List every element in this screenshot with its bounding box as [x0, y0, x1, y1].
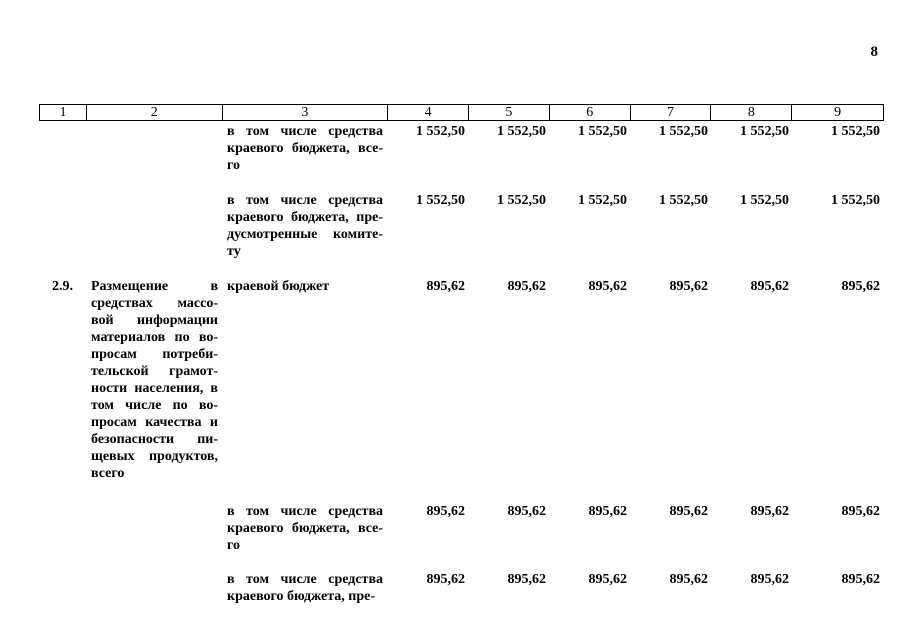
table-row [39, 571, 884, 605]
row-value-col5: 895,62 [507, 279, 546, 294]
row-description [86, 192, 222, 260]
row-description [86, 571, 222, 605]
row-number: 2.9. [52, 279, 73, 294]
row-value-col9: 895,62 [841, 572, 880, 587]
row-value-col4: 1 552,50 [416, 124, 465, 139]
row-funding-source: в том числе средства краевого бюджета, все-го [227, 504, 383, 553]
row-funding-source: краевой бюджет [227, 279, 330, 294]
column-header-9: 9 [834, 105, 842, 120]
column-header-8: 8 [711, 105, 792, 120]
row-value-col6: 895,62 [588, 279, 627, 294]
row-number [39, 503, 86, 554]
row-value-col4: 895,62 [426, 504, 465, 519]
row-number [39, 123, 86, 174]
column-header-7: 7 [631, 105, 712, 120]
row-description: Размещение в средствах массо-вой информации материалов по во-просам потреби-тельской грамот-ности населения, в том числе по во-просам качества и безопасности пи-щевых продуктов, всего [91, 279, 218, 481]
row-value-col8: 895,62 [750, 572, 789, 587]
row-description [86, 503, 222, 554]
row-value-col7: 1 552,50 [659, 124, 708, 139]
row-value-col9: 895,62 [841, 279, 880, 294]
row-value-col4: 895,62 [426, 572, 465, 587]
column-header-3: 3 [223, 105, 389, 120]
row-value-col7: 895,62 [669, 504, 708, 519]
column-header-2: 2 [87, 105, 223, 120]
row-funding-source: в том числе средства краевого бюджета, пре- [227, 572, 383, 604]
row-value-col9: 1 552,50 [831, 124, 880, 139]
table-row [39, 123, 884, 174]
row-funding-source: в том числе средства краевого бюджета, пре-дусмотренные комите-ту [227, 193, 383, 259]
row-description [86, 123, 222, 174]
page-number: 8 [870, 44, 878, 60]
row-number [39, 192, 86, 260]
column-header-6: 6 [550, 105, 631, 120]
row-value-col6: 895,62 [588, 504, 627, 519]
row-value-col8: 895,62 [750, 279, 789, 294]
row-value-col8: 1 552,50 [740, 124, 789, 139]
row-value-col7: 1 552,50 [659, 193, 708, 208]
row-value-col9: 1 552,50 [831, 193, 880, 208]
row-value-col5: 895,62 [507, 504, 546, 519]
row-value-col9: 895,62 [841, 504, 880, 519]
row-value-col5: 895,62 [507, 572, 546, 587]
row-number [39, 571, 86, 605]
column-header-1: 1 [40, 105, 87, 120]
row-value-col7: 895,62 [669, 572, 708, 587]
row-value-col5: 1 552,50 [497, 124, 546, 139]
column-header-4: 4 [388, 105, 469, 120]
row-funding-source: в том числе средства краевого бюджета, все-го [227, 124, 383, 173]
row-value-col7: 895,62 [669, 279, 708, 294]
table-row [39, 278, 884, 482]
row-value-col4: 895,62 [426, 279, 465, 294]
table-row [39, 503, 884, 554]
row-value-col5: 1 552,50 [497, 193, 546, 208]
row-value-col8: 895,62 [750, 504, 789, 519]
row-value-col6: 1 552,50 [578, 124, 627, 139]
row-value-col6: 895,62 [588, 572, 627, 587]
column-header-5: 5 [469, 105, 550, 120]
table-header-row [39, 104, 884, 121]
table-row [39, 192, 884, 260]
row-value-col8: 1 552,50 [740, 193, 789, 208]
row-value-col4: 1 552,50 [416, 193, 465, 208]
row-value-col6: 1 552,50 [578, 193, 627, 208]
